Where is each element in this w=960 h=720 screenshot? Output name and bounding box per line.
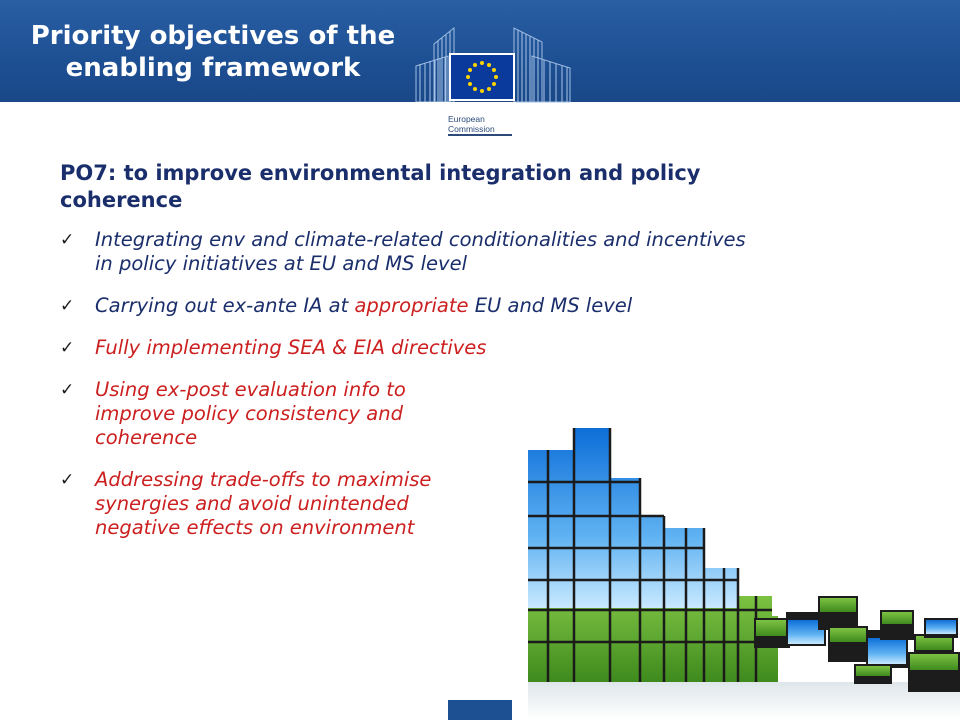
slide-title xyxy=(18,20,408,84)
slide-title-line-1: Priority objectives of the xyxy=(30,21,396,51)
decorative-cubes-image xyxy=(528,420,960,720)
bullet-text-line: coherence xyxy=(95,426,198,449)
bullet-text-line: Using ex-post evaluation info to xyxy=(95,378,406,401)
bullet-text-line: Addressing trade-offs to maximise xyxy=(95,468,432,491)
check-icon: ✓ xyxy=(60,230,75,250)
bullet-text-highlight: appropriate xyxy=(354,294,469,317)
objective-heading xyxy=(60,160,920,214)
check-icon: ✓ xyxy=(60,470,75,490)
bullet-text-line: negative effects on environment xyxy=(95,516,415,539)
bullet-text-segment: Carrying out ex-ante IA at xyxy=(95,294,355,317)
european-commission-logo xyxy=(414,14,574,136)
bullet-text-line: in policy initiatives at EU and MS level xyxy=(95,252,467,275)
bullet-item xyxy=(60,294,920,318)
bullet-item xyxy=(60,336,920,360)
bullet-text-segment: EU and MS level xyxy=(468,294,633,317)
bullet-text-line: improve policy consistency and xyxy=(95,402,403,425)
check-icon: ✓ xyxy=(60,296,75,316)
commission-building-icon xyxy=(414,14,574,106)
bullet-text-line: Integrating env and climate-related conditionalities and incentives xyxy=(95,228,746,251)
bullet-text-line: synergies and avoid unintended xyxy=(95,492,409,515)
objective-heading-line-1: PO7: to improve environmental integration and policy xyxy=(60,161,701,185)
bullet-item xyxy=(60,228,920,276)
footer-bar xyxy=(448,700,512,720)
bullet-text-line: Fully implementing SEA & EIA directives xyxy=(95,336,487,359)
slide-title-line-2: enabling framework xyxy=(65,53,361,83)
objective-heading-line-2: coherence xyxy=(60,188,183,212)
logo-caption-line-2: Commission xyxy=(448,124,495,134)
logo-underline xyxy=(448,134,512,136)
check-icon: ✓ xyxy=(60,380,75,400)
bullet-text-line xyxy=(95,294,920,318)
logo-caption-line-1: European xyxy=(448,114,485,124)
logo-caption xyxy=(448,114,528,134)
check-icon: ✓ xyxy=(60,338,75,358)
